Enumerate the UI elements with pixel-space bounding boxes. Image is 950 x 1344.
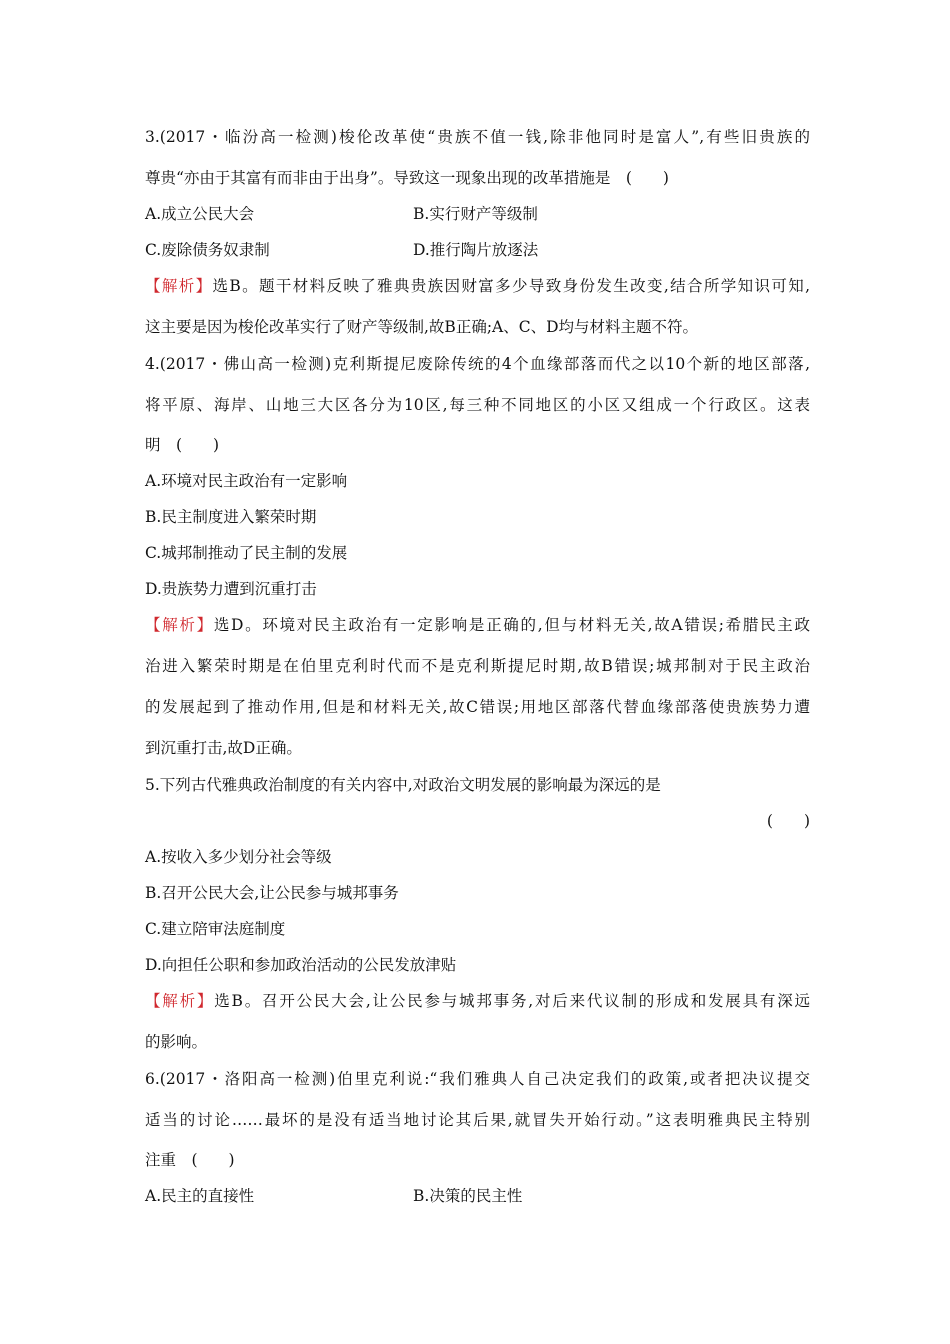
q3-analysis-line-1 bbox=[145, 276, 810, 296]
q5-option-a: A.按收入多少划分社会等级 bbox=[145, 848, 332, 866]
q3-stem-line-1: 3.(2017・临汾高一检测)梭伦改革使“贵族不值一钱,除非他同时是富人”,有些旧贵族的 bbox=[145, 128, 810, 146]
q4-analysis-line-4: 到沉重打击,故D正确。 bbox=[145, 739, 302, 757]
q5-stem-line-1: 5.下列古代雅典政治制度的有关内容中,对政治文明发展的影响最为深远的是 bbox=[145, 776, 661, 794]
q4-stem-line-1: 4.(2017・佛山高一检测)克利斯提尼废除传统的4个血缘部落而代之以10个新的地区部落, bbox=[145, 355, 810, 373]
q4-stem-line-3: 明 ( ) bbox=[145, 436, 220, 454]
q5-answer-bracket: ( ) bbox=[766, 812, 810, 830]
q3-option-c: C.废除债务奴隶制 bbox=[145, 241, 270, 259]
q4-analysis-text-1: 选D。环境对民主政治有一定影响是正确的,但与材料无关,故A错误;希腊民主政 bbox=[213, 616, 810, 634]
q3-option-a: A.成立公民大会 bbox=[145, 205, 255, 223]
q4-option-b: B.民主制度进入繁荣时期 bbox=[145, 508, 317, 526]
q6-stem-line-2: 适当的讨论……最坏的是没有适当地讨论其后果,就冒失开始行动。”这表明雅典民主特别 bbox=[145, 1111, 810, 1129]
q4-analysis-line-2: 治进入繁荣时期是在伯里克利时代而不是克利斯提尼时期,故B错误;城邦制对于民主政治 bbox=[145, 657, 810, 675]
q5-option-c: C.建立陪审法庭制度 bbox=[145, 920, 286, 938]
q3-analysis-text-1: 选B。题干材料反映了雅典贵族因财富多少导致身份发生改变,结合所学知识可知, bbox=[212, 277, 810, 295]
q5-analysis-tag: 【解析】 bbox=[145, 992, 215, 1010]
q4-option-d: D.贵族势力遭到沉重打击 bbox=[145, 580, 317, 598]
q6-options-row-1 bbox=[145, 1186, 810, 1206]
q3-option-b: B.实行财产等级制 bbox=[413, 205, 538, 223]
q4-analysis-line-1 bbox=[145, 615, 810, 635]
q5-option-b: B.召开公民大会,让公民参与城邦事务 bbox=[145, 884, 399, 902]
q6-option-b: B.决策的民主性 bbox=[413, 1187, 523, 1205]
q4-option-c: C.城邦制推动了民主制的发展 bbox=[145, 544, 348, 562]
q4-analysis-line-3: 的发展起到了推动作用,但是和材料无关,故C错误;用地区部落代替血缘部落使贵族势力遭 bbox=[145, 698, 810, 716]
q5-analysis-text-1: 选B。召开公民大会,让公民参与城邦事务,对后来代议制的形成和发展具有深远 bbox=[214, 992, 810, 1010]
q4-option-a: A.环境对民主政治有一定影响 bbox=[145, 472, 348, 490]
q4-analysis-tag: 【解析】 bbox=[145, 616, 214, 634]
q3-analysis-tag: 【解析】 bbox=[145, 277, 213, 295]
q6-option-a: A.民主的直接性 bbox=[145, 1187, 255, 1205]
q3-analysis-line-2: 这主要是因为梭伦改革实行了财产等级制,故B正确;A、C、D均与材料主题不符。 bbox=[145, 318, 699, 336]
q5-analysis-line-2: 的影响。 bbox=[145, 1033, 208, 1051]
q6-stem-line-1: 6.(2017・洛阳高一检测)伯里克利说:“我们雅典人自己决定我们的政策,或者把决议提交 bbox=[145, 1070, 810, 1088]
q5-option-d: D.向担任公职和参加政治活动的公民发放津贴 bbox=[145, 956, 457, 974]
q5-analysis-line-1 bbox=[145, 991, 810, 1011]
q3-stem-line-2: 尊贵“亦由于其富有而非由于出身”。导致这一现象出现的改革措施是 ( ) bbox=[145, 169, 669, 187]
q4-stem-line-2: 将平原、海岸、山地三大区各分为10区,每三种不同地区的小区又组成一个行政区。这表 bbox=[145, 396, 810, 414]
q3-options-row-2 bbox=[145, 240, 810, 260]
q6-stem-line-3: 注重 ( ) bbox=[145, 1151, 235, 1169]
q3-option-d: D.推行陶片放逐法 bbox=[413, 241, 539, 259]
q3-options-row-1 bbox=[145, 204, 810, 224]
